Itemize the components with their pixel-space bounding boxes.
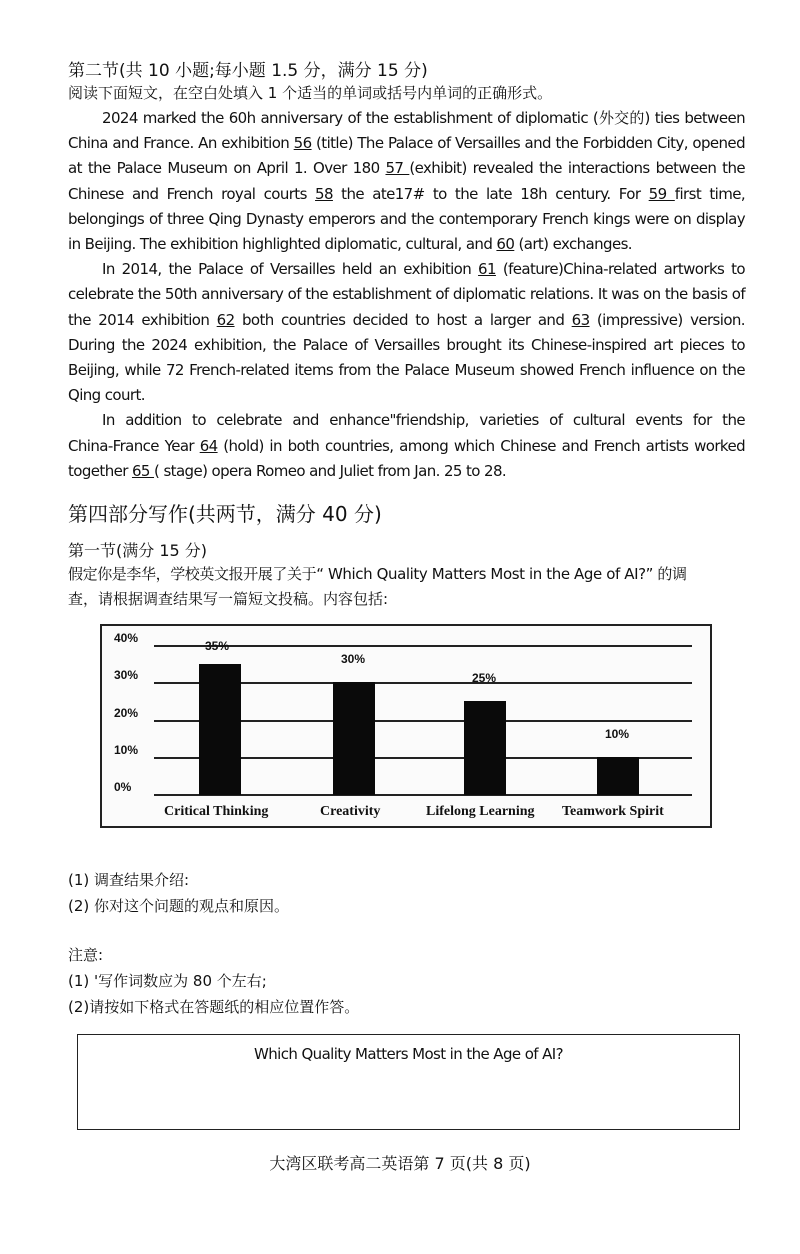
passage-line [68, 282, 745, 306]
passage-text: (exhibit) revealed the interactions between the [409, 159, 746, 178]
passage-line [68, 358, 745, 382]
passage-text: (hold) in both countries, among which Chinese and French artists worked [217, 436, 746, 455]
writing-prompt-line2: 查，请根据调查结果写一篇短文投稿。内容包括: [68, 590, 389, 608]
blank-56: 56 [293, 134, 312, 153]
passage-line [68, 156, 745, 180]
passage-text: China-France Year [68, 436, 200, 455]
passage-text: (art) exchanges. [514, 235, 632, 253]
bar-critical-thinking [199, 664, 241, 795]
bar-teamwork-spirit [597, 757, 639, 795]
page-footer: 大湾区联考高二英语第 7 页(共 8 页) [269, 1154, 531, 1173]
passage-line [68, 106, 745, 130]
passage-text: together [68, 461, 132, 480]
category-label: Lifelong Learning [426, 804, 535, 819]
passage-text: the 2014 exhibition [68, 310, 217, 329]
blank-60: 60 [496, 235, 515, 253]
passage-text: Chinese and French royal courts [68, 184, 316, 203]
passage-line [68, 182, 745, 206]
blank-57: 57 [385, 159, 410, 178]
passage-line [68, 257, 745, 281]
blank-61: 61 [478, 260, 496, 279]
category-label: Creativity [320, 804, 381, 819]
passage-text: the ate17# to the late 18h century. For [332, 184, 649, 203]
bar-creativity [333, 682, 375, 795]
passage-text: 2024 marked the 60h anniversary of the establishment of diplomatic (外交的) ties between [102, 109, 745, 127]
passage-text: (title) The Palace of Versailles and the Forbidden City, opened [311, 134, 745, 153]
answer-box [77, 1034, 740, 1130]
blank-62: 62 [216, 310, 235, 329]
part4-heading: 第四部分写作(共两节，满分 40 分) [68, 502, 382, 526]
survey-bar-chart [100, 624, 712, 828]
y-tick-label: 40% [114, 631, 139, 645]
passage-text: China and France. An exhibition [68, 134, 294, 153]
bar-value-label: 25% [472, 670, 497, 685]
y-tick-label: 30% [114, 668, 139, 683]
bar-value-label: 30% [341, 652, 366, 667]
passage-text: In 2014, the Palace of Versailles held an exhibition [102, 260, 479, 279]
passage-text: ( stage) opera Romeo and Juliet from Jan. 25 to 28. [154, 461, 507, 480]
passage-line [68, 408, 745, 432]
content-point-2: (2) 你对这个问题的观点和原因。 [68, 897, 290, 915]
passage-text: celebrate the 50th anniversary of the establishment of diplomatic relations. It was on the basis of [68, 285, 745, 304]
note-heading: 注意: [68, 946, 104, 964]
passage-line [68, 333, 745, 357]
blank-63: 63 [571, 310, 590, 329]
passage-text: first time, [674, 184, 746, 203]
passage-text: (feature)China-related artworks to [495, 260, 745, 279]
instruction: 阅读下面短文，在空白处填入 1 个适当的单词或括号内单词的正确形式。 [68, 84, 553, 102]
answer-box-title: Which Quality Matters Most in the Age of AI? [254, 1045, 563, 1063]
passage-text: Qing court. [68, 386, 145, 405]
y-tick-label: 20% [114, 705, 139, 720]
writing-section-heading: 第一节(满分 15 分) [68, 541, 208, 560]
category-label: Critical Thinking [164, 804, 269, 819]
content-point-1: (1) 调查结果介绍: [68, 871, 190, 889]
passage-text: in Beijing. The exhibition highlighted diplomatic, cultural, and [68, 235, 497, 253]
gridline [154, 645, 692, 647]
passage-line [68, 308, 745, 332]
writing-prompt-line1: 假定你是李华，学校英文报开展了关于“ Which Quality Matters Most in the Age of AI?” 的调 [68, 565, 687, 583]
passage-text: both countries decided to host a larger and [234, 310, 572, 329]
passage-text: at the Palace Museum on April 1. Over 180 [68, 159, 386, 178]
blank-64: 64 [199, 436, 218, 455]
passage-line [68, 459, 745, 483]
category-label: Teamwork Spirit [562, 804, 664, 819]
note-2: (2)请按如下格式在答题纸的相应位置作答。 [68, 998, 360, 1016]
passage-text: (impressive) version. [589, 310, 745, 329]
blank-65: 65 [131, 461, 155, 480]
blank-58: 58 [315, 184, 333, 203]
blank-59: 59 [648, 184, 675, 203]
passage-text: In addition to celebrate and enhance"friendship, varieties of cultural events for the [102, 411, 745, 430]
passage-line [68, 232, 745, 256]
passage-text: Beijing, while 72 French-related items from the Palace Museum showed French influence on the [68, 361, 745, 379]
section-heading: 第二节(共 10 小题;每小题 1.5 分，满分 15 分) [68, 61, 428, 81]
passage-text: During the 2024 exhibition, the Palace of Versailles brought its Chinese-inspired art pieces to [68, 335, 745, 354]
passage-line [68, 383, 745, 407]
y-tick-label: 10% [114, 742, 139, 757]
note-1: (1) '写作词数应为 80 个左右; [68, 972, 267, 990]
passage-line [68, 131, 745, 155]
y-tick-label: 0% [114, 780, 132, 794]
passage-line [68, 434, 745, 458]
bar-lifelong-learning [464, 701, 506, 795]
bar-value-label: 10% [605, 726, 630, 741]
bar-value-label: 35% [205, 638, 230, 653]
passage-line [68, 207, 745, 231]
passage-text: belongings of three Qing Dynasty emperors and the contemporary French kings were on display [68, 209, 745, 228]
